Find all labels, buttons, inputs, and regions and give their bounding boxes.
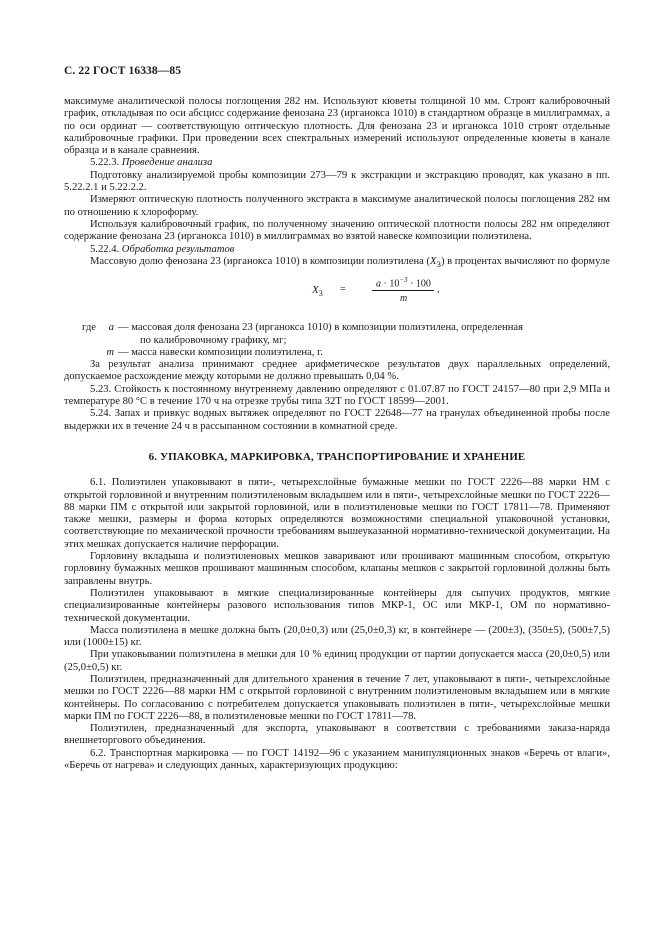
variable-subscript: 3: [436, 258, 441, 269]
formula-exponent: −3: [399, 276, 408, 285]
paragraph: Полиэтилен упаковывают в мягкие специализированные контейнеры для сыпучих продуктов, мягкие специализированные контейнеры разового использования типов МКР-1, ОС или МКР-1, ОМ по нормативно-технической документации.: [64, 587, 610, 624]
legend-text: — масса навески композиции полиэтилена, г.: [118, 346, 323, 358]
subsection-number: 5.22.3.: [90, 157, 120, 169]
text-run: Массовую долю фенозана 23 (ирганокса 1010) в композиции полиэтилена (: [90, 255, 431, 267]
legend-row: [82, 322, 610, 334]
legend-prefix: [82, 347, 104, 359]
formula: [64, 274, 610, 314]
legend-continuation: по калибровочному графику, мг;: [140, 334, 287, 346]
fraction-bar: [372, 290, 434, 291]
formula-lhs: [312, 284, 323, 300]
paragraph: Используя калибровочный график, по полученному значению оптической плотности полосы 282 нм определяют содержание фенозана 23 (ирганокса 1010) в миллиграммах во взятой навеске композиции полиэтилена.: [64, 218, 610, 243]
paragraph: Подготовку анализируемой пробы композиции 273—79 к экстракции и экстракцию проводят, как указано в пп. 5.22.2.1 и 5.22.2.2.: [64, 169, 610, 194]
text-run: ) в процентах вычисляют по формуле: [440, 255, 610, 267]
formula-denominator: m: [400, 293, 408, 305]
legend-symbol: m: [106, 346, 114, 358]
paragraph: Измеряют оптическую плотность полученного экстракта в максимуме аналитической полосы поглощения 282 нм по отношению к хлороформу.: [64, 194, 610, 218]
subsection-title: Обработка результатов: [121, 243, 235, 255]
paragraph: 6.2. Транспортная маркировка — по ГОСТ 14192—96 с указанием манипуляционных знаков «Беречь от влаги», «Беречь от нагрева» и следующих данных, характеризующих продукцию:: [64, 747, 610, 772]
legend-text: — массовая доля фенозана 23 (ирганокса 1010) в композиции полиэтилена, определенная: [118, 322, 523, 334]
subsection-heading: [64, 244, 610, 256]
paragraph: 5.23. Стойкость к постоянному внутреннему давлению определяют с 01.07.87 по ГОСТ 24157—80 при 2,9 МПа и температуре 80 °С в течение 170 ч на отрезке трубы типа 32Т по ГОСТ 18599—2001.: [64, 383, 610, 408]
paragraph: Горловину вкладыша и полиэтиленовых мешков заваривают или прошивают машинным способом, открытую горловину бумажных мешков прошивают машинным способом, клапаны мешков с закрытой горловиной должны быть заправлены внутрь.: [64, 551, 610, 587]
paragraph: Полиэтилен, предназначенный для экспорта, упаковывают в соответствии с требованиями заказа-наряда внешнеторгового объединения.: [64, 723, 610, 747]
page-header: С. 22 ГОСТ 16338—85: [64, 65, 182, 77]
formula-legend: [64, 322, 610, 359]
document-body: [64, 96, 610, 772]
formula-factor: · 10: [381, 278, 400, 290]
subsection-title: Проведение анализа: [121, 157, 213, 169]
formula-variable: X: [312, 284, 319, 297]
formula-equals: =: [340, 284, 346, 296]
paragraph: максимуме аналитической полосы поглощения 282 нм. Используют кюветы толщиной 10 мм. Строят калибровочный график, откладывая по оси абсцисс содержание фенозана 23 (ирганокса 1010) в стандартном образце в миллиграммах, а по оси ординат — соответствующую оптическую плотность. Для фенозана 23 и ирганокса 1010 строят отдельные калибровочные графики. При проведении всех спектральных измерений используют определенные кюветы в канале образца и в канале сравнения.: [64, 96, 610, 157]
formula-factor: · 100: [407, 278, 431, 290]
variable: X: [430, 255, 437, 267]
paragraph: Масса полиэтилена в мешке должна быть (20,0±0,3) или (25,0±0,3) кг, в контейнере — (200±3), (350±5), (500±7,5) или (1000±15) кг.: [64, 624, 610, 649]
formula-subscript: 3: [318, 289, 323, 299]
subsection-number: 5.22.4.: [90, 243, 120, 255]
legend-symbol: a: [108, 322, 114, 334]
formula-var-a: a: [376, 278, 381, 290]
paragraph: [64, 256, 610, 270]
paragraph: Полиэтилен, предназначенный для длительного хранения в течение 7 лет, упаковывают в пяти-, четырехслойные мешки по ГОСТ 2226—88 марки НМ с открытой горловиной с внутренним полиэтиленовым вкладышем или в мягкие контейнеры. По согласованию с потребителем допускается упаковывать полиэтилен в пяти-, четырехслойные мешки марки ПМ по ГОСТ 2226—88, в полиэтиленовые мешки по ГОСТ 17811—78.: [64, 673, 610, 722]
subsection-heading: [64, 157, 610, 169]
legend-prefix: где: [82, 322, 96, 334]
section-title: 6. УПАКОВКА, МАРКИРОВКА, ТРАНСПОРТИРОВАНИЕ И ХРАНЕНИЕ: [148, 450, 526, 463]
paragraph: За результат анализа принимают среднее арифметическое результатов двух параллельных определений, допускаемое расхождение между которыми не должно превышать 0,04 %.: [64, 359, 610, 383]
formula-comma: ,: [437, 284, 440, 296]
paragraph: При упаковывании полиэтилена в мешки для 10 % единиц продукции от партии допускается масса (20,0±0,5) или (25,0±0,5) кг.: [64, 649, 610, 673]
legend-row: [82, 347, 610, 359]
formula-numerator: [376, 274, 431, 291]
paragraph: 6.1. Полиэтилен упаковывают в пяти-, четырехслойные бумажные мешки по ГОСТ 2226—88 марки НМ с открытой горловиной и внутренним полиэтиленовым вкладышем или в пяти-, четырехслойные мешки по ГОСТ 2226—88 марки ПМ с открытой или закрытой горловиной, или в полиэтиленовые мешки по ГОСТ 17811—78. Применяют также мешки, размеры и форма которых определяются возможностями специальной упаковочной установки, соответствующие по механической прочности требованиям вышеуказанной нормативно-технической документации. На этих мешках допускается наличие перфорации.: [64, 477, 610, 550]
paragraph: 5.24. Запах и привкус водных вытяжек определяют по ГОСТ 22648—77 на гранулах объединенной пробы после выдержки их в течение 24 ч в рассыпанном состоянии в комнатной среде.: [64, 408, 610, 432]
